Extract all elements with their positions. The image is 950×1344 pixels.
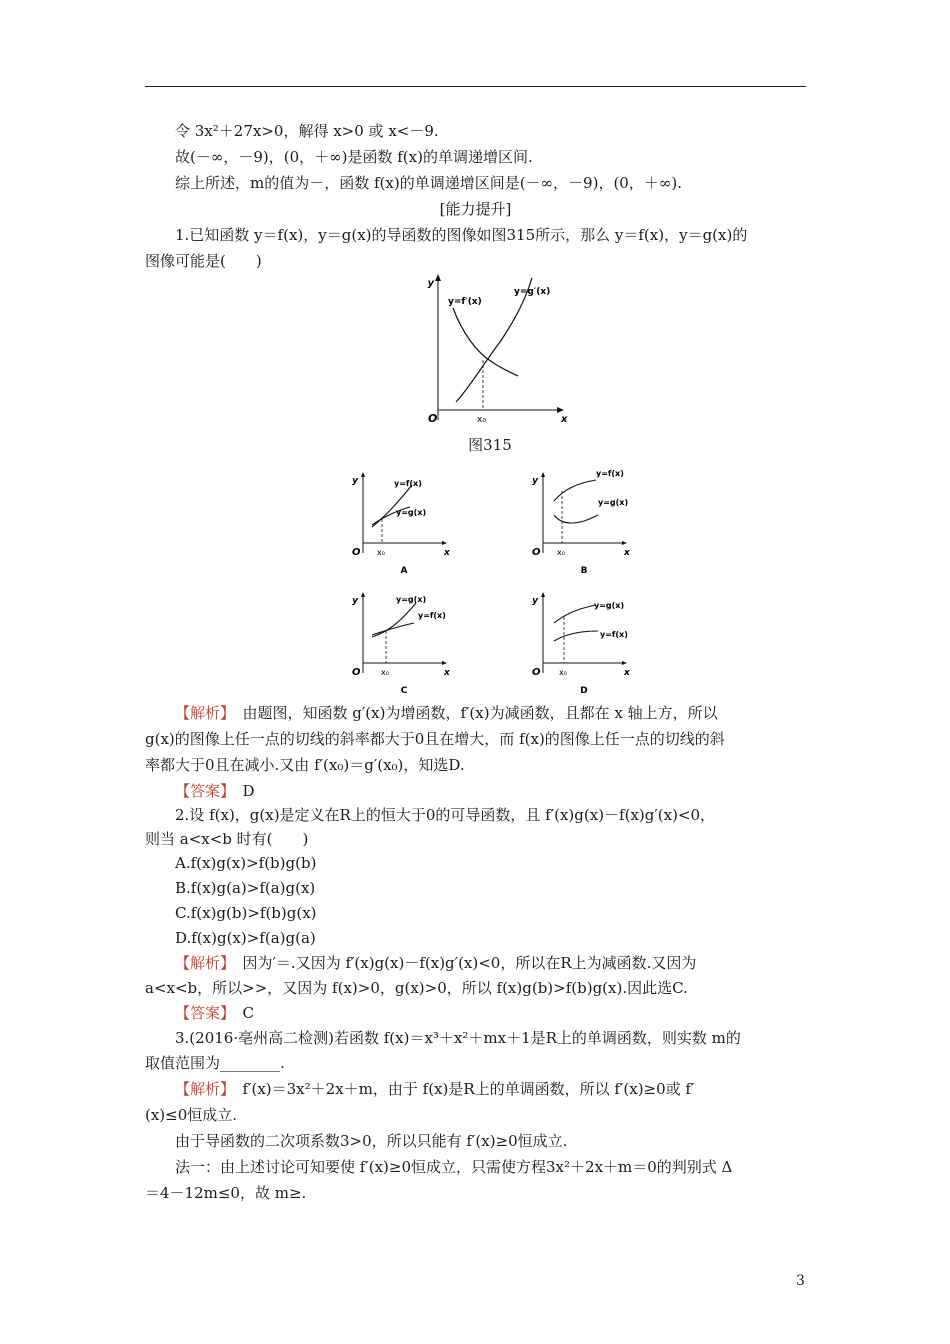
q1-analysis-line: 率都大于0且在减小.又由 f′(x₀)＝g′(x₀)，知选D. [145,756,465,774]
svg-text:y: y [532,596,538,606]
page-number: 3 [796,1273,805,1289]
q2-option-d: D.f(x)g(x)>f(a)g(a) [175,929,316,947]
analysis-tag: 【解析】 [175,704,228,722]
curve-f [372,623,414,635]
text-line: 综上所述，m的值为－，函数 f(x)的单调递增区间是(－∞，－9)，(0，＋∞). [175,174,682,192]
q2-analysis-line: a<x<b，所以>>，又因为 f(x)>0，g(x)>0，所以 f(x)g(b)>f(b)g(x).因此选C. [145,979,688,997]
curve-f-prime [453,308,518,376]
q1-analysis: 【解析】 由题图，知函数 g′(x)为增函数，f′(x)为减函数，且都在 x 轴上方，所以 [175,704,718,722]
svg-text:y=g(x): y=g(x) [598,498,629,507]
curve-g [554,515,598,523]
svg-text:y=g(x): y=g(x) [396,508,427,517]
svg-text:y: y [532,476,538,486]
svg-text:O: O [532,547,541,558]
svg-text:y=f(x): y=f(x) [418,611,446,620]
svg-text:x: x [624,548,630,558]
q2-stem: 则当 a<x<b 时有( ) [145,830,309,848]
q1-analysis-line: g(x)的图像上任一点的切线的斜率都大于0且在增大，而 f(x)的图像上任一点的切线的斜 [145,730,725,748]
q2-option-a: A.f(x)g(x)>f(b)g(b) [175,854,317,872]
q3-analysis-line: (x)≤0恒成立. [145,1106,238,1124]
svg-text:y=g(x): y=g(x) [594,601,625,610]
q2-analysis: 【解析】 因为′＝.又因为 f′(x)g(x)－f(x)g′(x)<0，所以在R上为减函数.又因为 [175,954,697,972]
option-c-graph [340,585,455,704]
svg-text:x: x [444,668,450,678]
q3-stem: 取值范围为________. [145,1054,285,1072]
q3-analysis: 【解析】 f′(x)＝3x²＋2x＋m，由于 f(x)是R上的单调函数，所以 f′(x)≥0或 f′ [175,1080,695,1098]
svg-text:O: O [352,547,361,558]
text-line: 故(－∞，－9)，(0，＋∞)是函数 f(x)的单调递增区间. [175,148,533,166]
option-c-label: C [400,686,408,696]
y-axis-label: y [427,278,434,289]
answer-tag: 【答案】 [175,782,228,800]
text-line: 令 3x²＋27x>0，解得 x>0 或 x<－9. [175,122,439,140]
question-1-stem: 图像可能是( ) [145,252,262,270]
q1-answer: 【答案】 D [175,782,255,800]
svg-text:y=f(x): y=f(x) [596,469,624,478]
option-a-graph [340,465,455,584]
svg-text:x: x [444,548,450,558]
svg-text:y: y [352,596,358,606]
svg-text:x₀: x₀ [559,668,567,677]
curve-f [554,480,596,501]
section-heading: [能力提升] [439,200,512,218]
q3-stem: 3.(2016·亳州高二检测)若函数 f(x)＝x³＋x²＋mx＋1是R上的单调函数，则实数 m的 [175,1029,741,1047]
label-f-prime: y=f′(x) [448,297,482,307]
option-d-graph [520,585,640,704]
svg-text:y=f(x): y=f(x) [600,630,628,639]
x-axis-arrow [557,407,564,413]
q3-analysis-line: 法一：由上述讨论可知要使 f′(x)≥0恒成立，只需使方程3x²＋2x＋m＝0的判别式 Δ [175,1158,733,1176]
option-a-label: A [400,566,408,576]
x-axis-label: x [561,414,568,425]
curve-g [554,605,596,623]
option-d-label: D [580,686,588,696]
question-1-stem: 1.已知函数 y＝f(x)，y＝g(x)的导函数的图像如图315所示，那么 y＝f(x)，y＝g(x)的 [175,226,748,244]
svg-text:y=f(x): y=f(x) [394,479,422,488]
svg-text:x₀: x₀ [381,668,389,677]
q2-option-b: B.f(x)g(a)>f(a)g(x) [175,879,316,897]
curve-g [372,603,416,637]
svg-text:O: O [532,667,541,678]
svg-text:x: x [624,668,630,678]
q3-analysis-line: 由于导函数的二次项系数3>0，所以只能有 f′(x)≥0恒成立. [175,1132,568,1150]
svg-text:y: y [352,476,358,486]
svg-text:y=g(x): y=g(x) [396,595,427,604]
curve-f [554,631,598,641]
q2-option-c: C.f(x)g(b)>f(b)g(x) [175,904,317,922]
svg-text:x₀: x₀ [557,548,565,557]
q2-answer: 【答案】 C [175,1004,254,1022]
y-axis-arrow [435,274,441,281]
svg-text:O: O [352,667,361,678]
q3-analysis-line: ＝4－12m≤0，故 m≥. [145,1184,307,1202]
origin-label: O [428,412,438,425]
label-g-prime: y=g′(x) [514,287,551,297]
figure-315 [420,272,570,436]
option-b-graph [520,465,640,584]
figure-caption: 图315 [468,436,512,454]
q2-stem: 2.设 f(x)，g(x)是定义在R上的恒大于0的可导函数，且 f′(x)g(x)－f(x)g′(x)<0， [175,806,716,824]
x0-label: x₀ [477,415,486,425]
option-b-label: B [580,566,588,576]
svg-text:x₀: x₀ [377,548,385,557]
header-rule [145,86,806,87]
